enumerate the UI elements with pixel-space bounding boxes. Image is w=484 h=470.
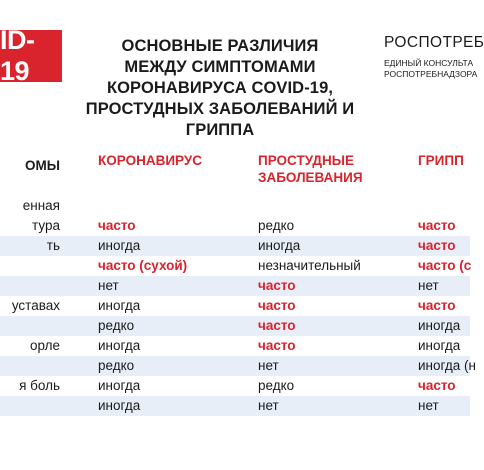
title-line: ПРОСТУДНЫХ ЗАБОЛЕВАНИЙ И ГРИППА: [85, 100, 355, 139]
cold-cell: незначительный: [258, 258, 361, 273]
coronavirus-cell: редко: [98, 358, 135, 373]
table-row: [0, 276, 470, 296]
symptoms-table: [0, 196, 476, 416]
coronavirus-cell: часто (сухой): [98, 258, 188, 273]
flu-cell: часто: [418, 378, 456, 393]
table-row: [0, 216, 470, 236]
table-row: [0, 316, 470, 336]
header-flu: ГРИПП: [418, 153, 464, 168]
coronavirus-cell: иногда: [98, 298, 141, 313]
flu-cell: нет: [418, 398, 439, 413]
cold-cell: нет: [258, 358, 279, 373]
cold-cell: редко: [258, 378, 295, 393]
flu-cell: часто (с: [418, 258, 472, 273]
flu-cell: иногда: [418, 318, 461, 333]
flu-cell: часто: [418, 218, 456, 233]
org-name: РОСПОТРЕБ: [384, 34, 484, 51]
title-line: ОСНОВНЫЕ РАЗЛИЧИЯ: [121, 37, 319, 55]
cold-cell: нет: [258, 398, 279, 413]
flu-cell: часто: [418, 298, 456, 313]
coronavirus-cell: иногда: [98, 238, 141, 253]
org-logo: [384, 34, 484, 80]
symptom-cell: енная: [22, 198, 60, 213]
table-row: [0, 336, 470, 356]
table-row: [0, 196, 470, 216]
flu-cell: иногда: [418, 338, 461, 353]
cold-cell: часто: [258, 338, 296, 353]
table-row: [0, 296, 470, 316]
org-subtitle-line: ЕДИНЫЙ КОНСУЛЬТА: [384, 58, 474, 68]
symptom-cell: орле: [30, 338, 60, 353]
flu-cell: часто: [418, 238, 456, 253]
table-row: [0, 356, 476, 376]
title-line: КОРОНАВИРУСА COVID-19,: [106, 79, 334, 97]
symptom-cell: ть: [46, 238, 60, 253]
cold-cell: часто: [258, 278, 296, 293]
coronavirus-cell: часто: [98, 218, 136, 233]
coronavirus-cell: иногда: [98, 338, 141, 353]
covid-badge: ID-19: [0, 30, 62, 82]
cold-cell: часто: [258, 318, 296, 333]
table-header: [0, 152, 470, 196]
coronavirus-cell: нет: [98, 278, 119, 293]
table-row: [0, 396, 470, 416]
org-subtitle-line: РОСПОТРЕБНАДЗОРА: [384, 69, 478, 79]
org-subtitle: [384, 58, 478, 80]
symptom-cell: я боль: [19, 378, 60, 393]
coronavirus-cell: иногда: [98, 398, 141, 413]
table-row: [0, 376, 470, 396]
cold-cell: редко: [258, 218, 295, 233]
cold-cell: часто: [258, 298, 296, 313]
title-line: МЕЖДУ СИМПТОМАМИ: [124, 58, 316, 76]
symptom-cell: уставах: [11, 298, 60, 313]
cold-cell: иногда: [258, 238, 301, 253]
header-cold: [258, 152, 363, 186]
table-row: [0, 256, 470, 276]
header-cold-line: ЗАБОЛЕВАНИЯ: [258, 170, 363, 185]
header-symptoms: ОМЫ: [25, 158, 60, 173]
page-title: [60, 36, 380, 141]
header-coronavirus: КОРОНАВИРУС: [98, 153, 202, 168]
table-row: [0, 236, 470, 256]
symptom-cell: тура: [32, 218, 60, 233]
header-cold-line: ПРОСТУДНЫЕ: [258, 153, 354, 168]
flu-cell: иногда (н: [418, 358, 476, 373]
coronavirus-cell: редко: [98, 318, 135, 333]
coronavirus-cell: иногда: [98, 378, 141, 393]
flu-cell: нет: [418, 278, 439, 293]
